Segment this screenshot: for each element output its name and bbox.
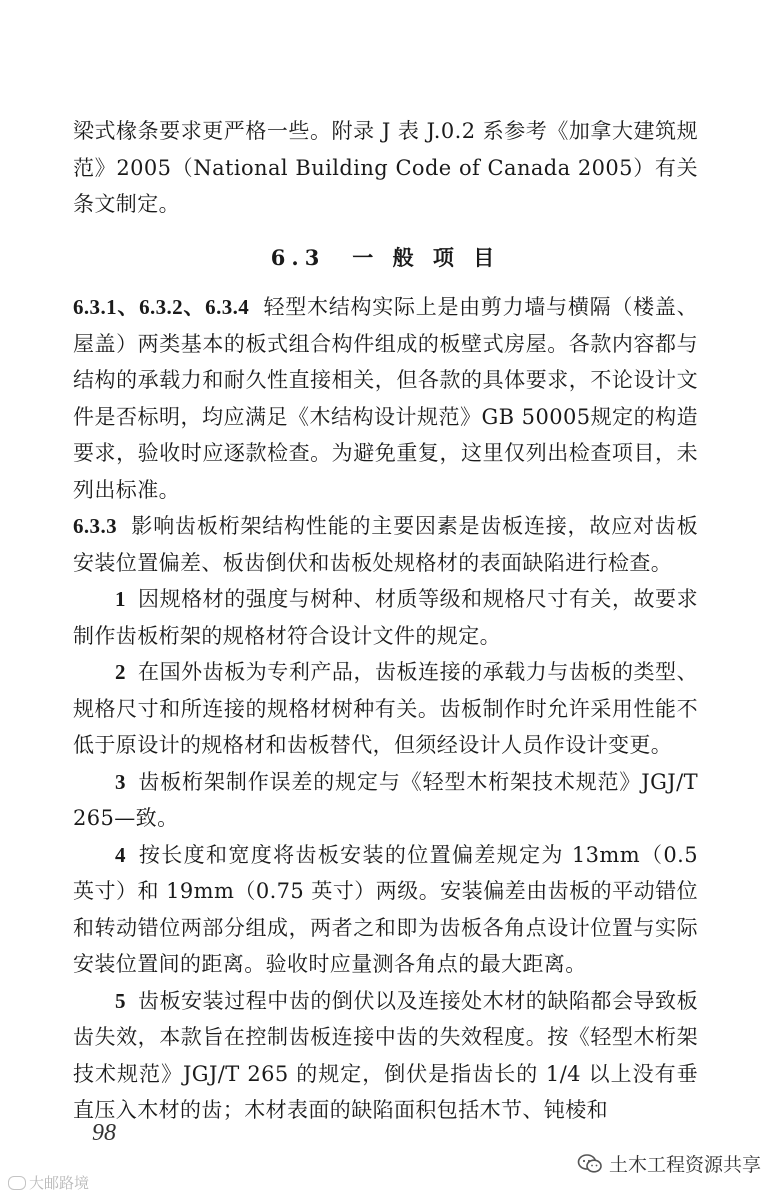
watermark-right-text: 土木工程资源共享: [608, 1154, 761, 1176]
clause-text: 影响齿板桁架结构性能的主要因素是齿板连接，故应对齿板安装位置偏差、板齿倒伏和齿板处规格材的表面缺陷进行检查。: [73, 514, 698, 575]
section-title: 6.3 一 般 项 目: [270, 244, 501, 270]
clause-6-3-3: [73, 508, 698, 581]
item-text: 齿板桁架制作误差的规定与《轻型木桁架技术规范》JGJ/T 265—致。: [73, 769, 698, 830]
item-2: [73, 654, 698, 764]
item-text: 按长度和宽度将齿板安装的位置偏差规定为 13mm（0.5 英寸）和 19mm（0.75 英寸）两级。安装偏差由齿板的平动错位和转动错位两部分组成，两者之和即为齿板各角点设计位置与实际安装位置间的距离。验收时应量测各角点的最大距离。: [73, 842, 698, 976]
item-text: 齿板安装过程中齿的倒伏以及连接处木材的缺陷都会导致板齿失效，本款旨在控制齿板连接中齿的失效程度。按《轻型木桁架技术规范》JGJ/T 265 的规定，倒伏是指齿长的 1/4 以上没有垂直压入木材的齿；木材表面的缺陷面积包括木节、钝棱和: [73, 988, 698, 1122]
body-text: [73, 113, 698, 1129]
item-number: 5: [115, 988, 126, 1013]
watermark-logo-icon: [8, 1176, 26, 1190]
item-4: [73, 837, 698, 983]
item-1: [73, 581, 698, 654]
item-number: 2: [115, 660, 126, 684]
clause-text: 轻型木结构实际上是由剪力墙与横隔（楼盖、屋盖）两类基本的板式组合构件组成的板壁式房屋。各款内容都与结构的承载力和耐久性直接相关，但各款的具体要求，不论设计文件是否标明，均应满足《木结构设计规范》GB 50005规定的构造要求，验收时应逐款检查。为避免重复，这里仅列出检查项目，未列出标准。: [73, 295, 698, 502]
item-5: [73, 983, 698, 1129]
item-number: 4: [115, 842, 126, 867]
clause-6-3-1: [73, 289, 698, 508]
wechat-icon: [577, 1153, 603, 1175]
item-number: 3: [115, 769, 126, 794]
item-3: [73, 764, 698, 837]
item-number: 1: [115, 587, 126, 611]
clause-number: 6.3.3: [73, 514, 117, 538]
item-text: 在国外齿板为专利产品，齿板连接的承载力与齿板的类型、规格尺寸和所连接的规格材树种有关。齿板制作时允许采用性能不低于原设计的规格材和齿板替代，但须经设计人员作设计变更。: [73, 660, 698, 757]
clause-number: 6.3.1、6.3.2、6.3.4: [73, 295, 250, 319]
page-number: 98: [92, 1120, 116, 1146]
paragraph-continuation: 梁式椽条要求更严格一些。附录 J 表 J.0.2 系参考《加拿大建筑规范》2005（National Building Code of Canada 2005）有关条文制定。: [73, 119, 698, 216]
watermark-right: [577, 1150, 761, 1177]
watermark-left: [8, 1172, 89, 1193]
watermark-left-text: 大邮路境: [29, 1174, 90, 1192]
item-text: 因规格材的强度与树种、材质等级和规格尺寸有关，故要求制作齿板桁架的规格材符合设计文件的规定。: [73, 587, 698, 648]
